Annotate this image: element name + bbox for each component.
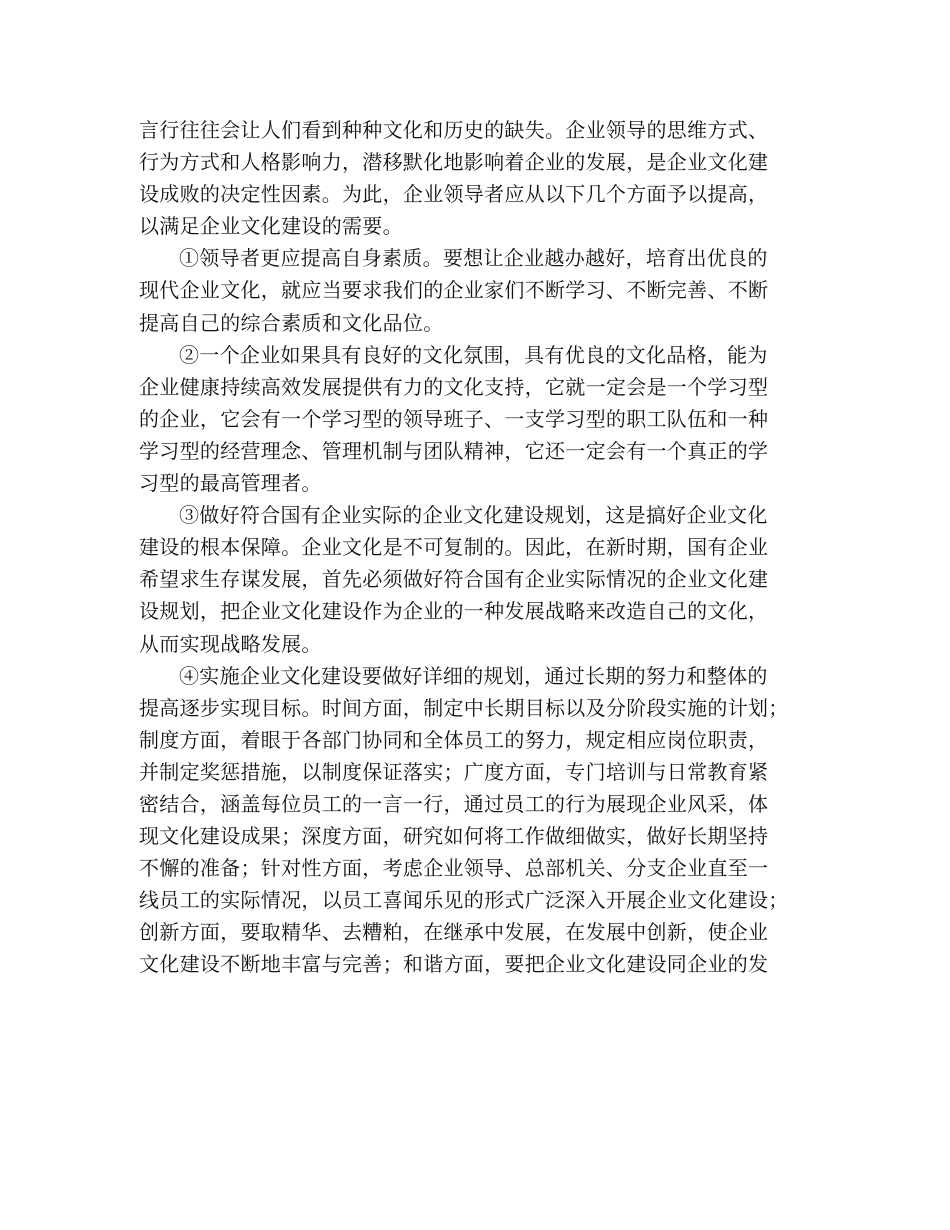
text-line: 学习型的经营理念、管理机制与团队精神，它还一定会有一个真正的学 bbox=[139, 438, 769, 463]
text-line: 企业健康持续高效发展提供有力的文化支持，它就一定会是一个学习型 bbox=[139, 374, 769, 399]
text-line: 设规划，把企业文化建设作为企业的一种发展战略来改造自己的文化， bbox=[139, 599, 769, 624]
text-line: 希望求生存谋发展，首先必须做好符合国有企业实际情况的企业文化建 bbox=[139, 567, 769, 592]
text-line: 现文化建设成果；深度方面，研究如何将工作做细做实，做好长期坚持 bbox=[139, 824, 769, 849]
text-line: 言行往往会让人们看到种种文化和历史的缺失。企业领导的思维方式、 bbox=[139, 118, 769, 142]
text-line: 提高自己的综合素质和文化品位。 bbox=[139, 310, 444, 335]
text-line: 制度方面，着眼于各部门协同和全体员工的努力，规定相应岗位职责， bbox=[139, 727, 769, 752]
text-line: 习型的最高管理者。 bbox=[139, 471, 322, 496]
text-line: ①领导者更应提高自身素质。要想让企业越办越好，培育出优良的 bbox=[179, 246, 768, 271]
text-line: 文化建设不断地丰富与完善；和谐方面，要把企业文化建设同企业的发 bbox=[139, 952, 769, 977]
text-line: ③做好符合国有企业实际的企业文化建设规划，这是搞好企业文化 bbox=[179, 503, 768, 528]
text-line: 的企业，它会有一个学习型的领导班子、一支学习型的职工队伍和一种 bbox=[139, 406, 769, 431]
text-line: 现代企业文化，就应当要求我们的企业家们不断学习、不断完善、不断 bbox=[139, 278, 769, 303]
text-line: 并制定奖惩措施，以制度保证落实；广度方面，专门培训与日常教育紧 bbox=[139, 759, 769, 784]
text-line: 线员工的实际情况，以员工喜闻乐见的形式广泛深入开展企业文化建设； bbox=[139, 888, 789, 913]
text-line: 从而实现战略发展。 bbox=[139, 631, 322, 656]
text-line: 以满足企业文化建设的需要。 bbox=[139, 214, 403, 239]
text-line: 不懈的准备；针对性方面，考虑企业领导、总部机关、分支企业直至一 bbox=[139, 856, 769, 881]
text-line: 创新方面，要取精华、去糟粕，在继承中发展，在发展中创新，使企业 bbox=[139, 920, 769, 945]
text-line: ④实施企业文化建设要做好详细的规划，通过长期的努力和整体的 bbox=[179, 663, 768, 688]
document-body bbox=[139, 114, 829, 981]
text-line: 密结合，涵盖每位员工的一言一行，通过员工的行为展现企业风采，体 bbox=[139, 791, 769, 816]
text-line: 建设的根本保障。企业文化是不可复制的。因此，在新时期，国有企业 bbox=[139, 535, 769, 560]
text-line: 设成败的决定性因素。为此，企业领导者应从以下几个方面予以提高， bbox=[139, 182, 769, 207]
text-line: 行为方式和人格影响力，潜移默化地影响着企业的发展，是企业文化建 bbox=[139, 150, 769, 175]
text-line: 提高逐步实现目标。时间方面，制定中长期目标以及分阶段实施的计划； bbox=[139, 695, 789, 720]
text-line: ②一个企业如果具有良好的文化氛围，具有优良的文化品格，能为 bbox=[179, 342, 768, 367]
